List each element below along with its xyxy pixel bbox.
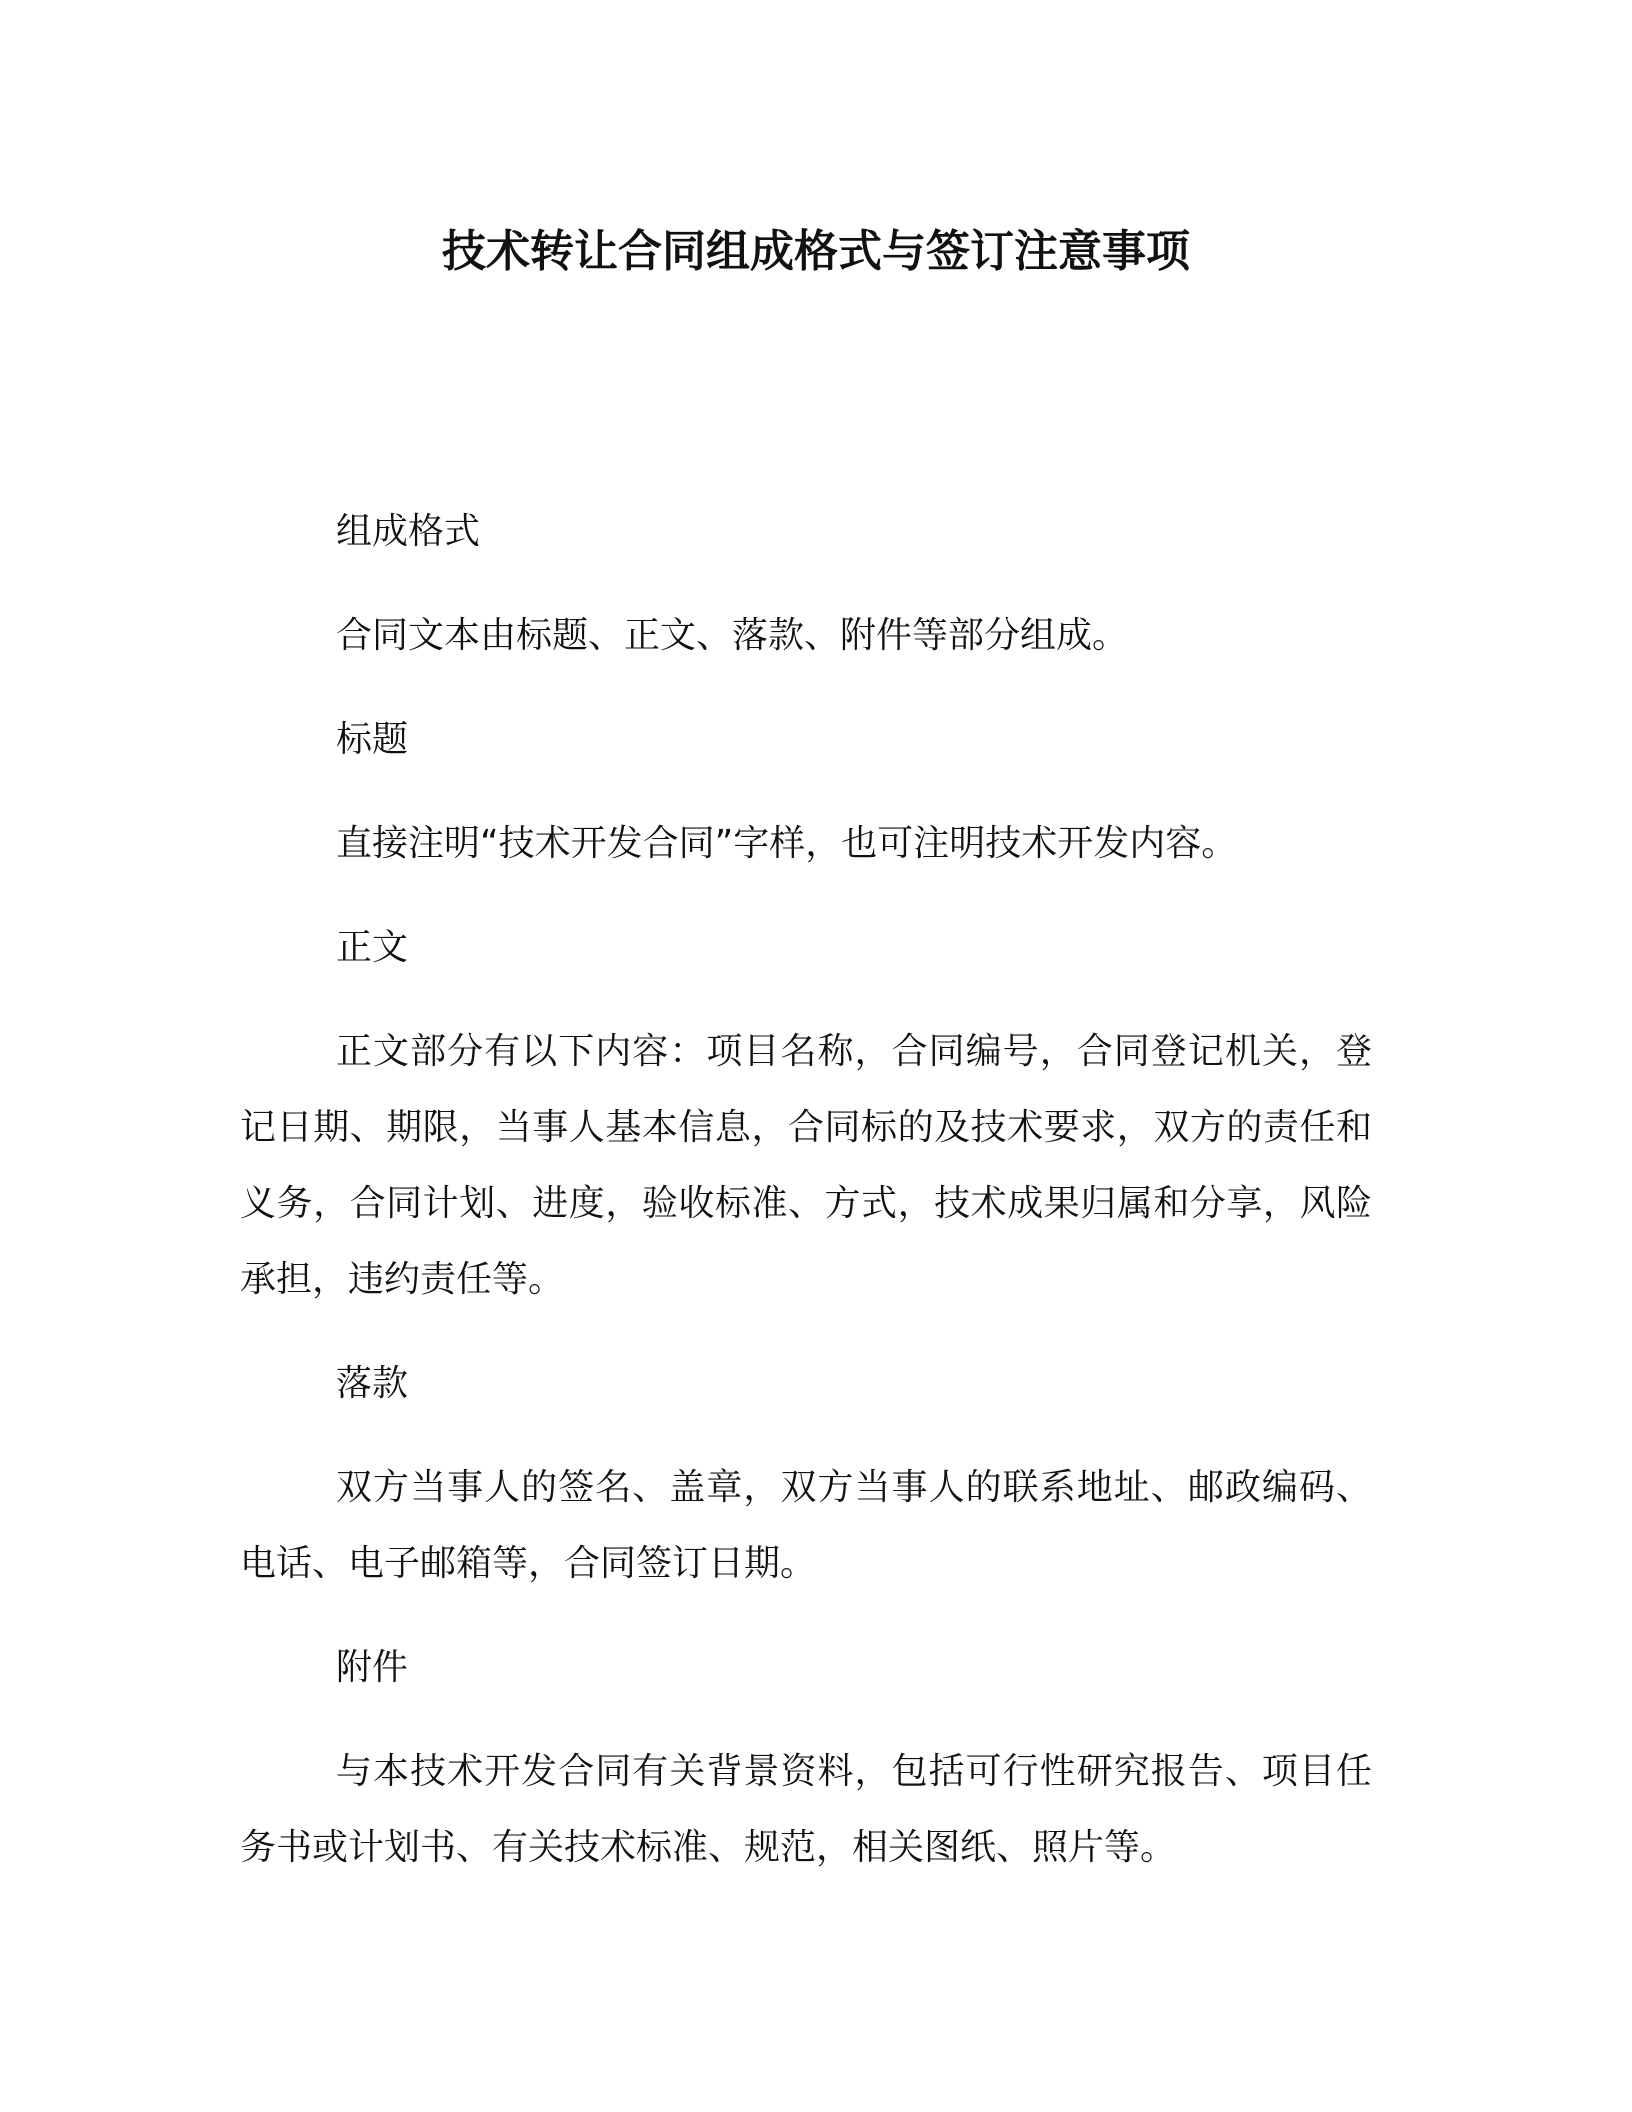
page-title: 技术转让合同组成格式与签订注意事项	[442, 226, 1190, 277]
document-body	[240, 494, 1372, 1886]
spacer	[240, 882, 1372, 910]
spacer	[240, 1318, 1372, 1346]
section-heading-attachment: 附件	[336, 1647, 409, 1688]
section-heading-body: 正文	[336, 927, 409, 968]
section-text-title: 直接注明“技术开发合同”字样，也可注明技术开发内容。	[336, 823, 1238, 864]
spacer	[240, 986, 1372, 1014]
spacer	[240, 1706, 1372, 1734]
section-heading-signature: 落款	[336, 1363, 409, 1404]
spacer	[240, 778, 1372, 806]
section-heading-title: 标题	[336, 719, 409, 760]
spacer	[240, 1602, 1372, 1630]
section-text-composition: 合同文本由标题、正文、落款、附件等部分组成。	[336, 615, 1129, 656]
spacer	[240, 570, 1372, 598]
section-text-signature: 双方当事人的签名、盖章，双方当事人的联系地址、邮政编码、电话、电子邮箱等，合同签订日期。	[240, 1467, 1372, 1584]
spacer	[240, 1422, 1372, 1450]
section-heading-composition: 组成格式	[336, 511, 481, 552]
section-text-body: 正文部分有以下内容：项目名称，合同编号，合同登记机关，登记日期、期限，当事人基本信息，合同标的及技术要求，双方的责任和义务，合同计划、进度，验收标准、方式，技术成果归属和分享，风险承担，违约责任等。	[240, 1031, 1372, 1300]
spacer	[240, 674, 1372, 702]
section-text-attachment: 与本技术开发合同有关背景资料，包括可行性研究报告、项目任务书或计划书、有关技术标准、规范，相关图纸、照片等。	[240, 1751, 1372, 1868]
